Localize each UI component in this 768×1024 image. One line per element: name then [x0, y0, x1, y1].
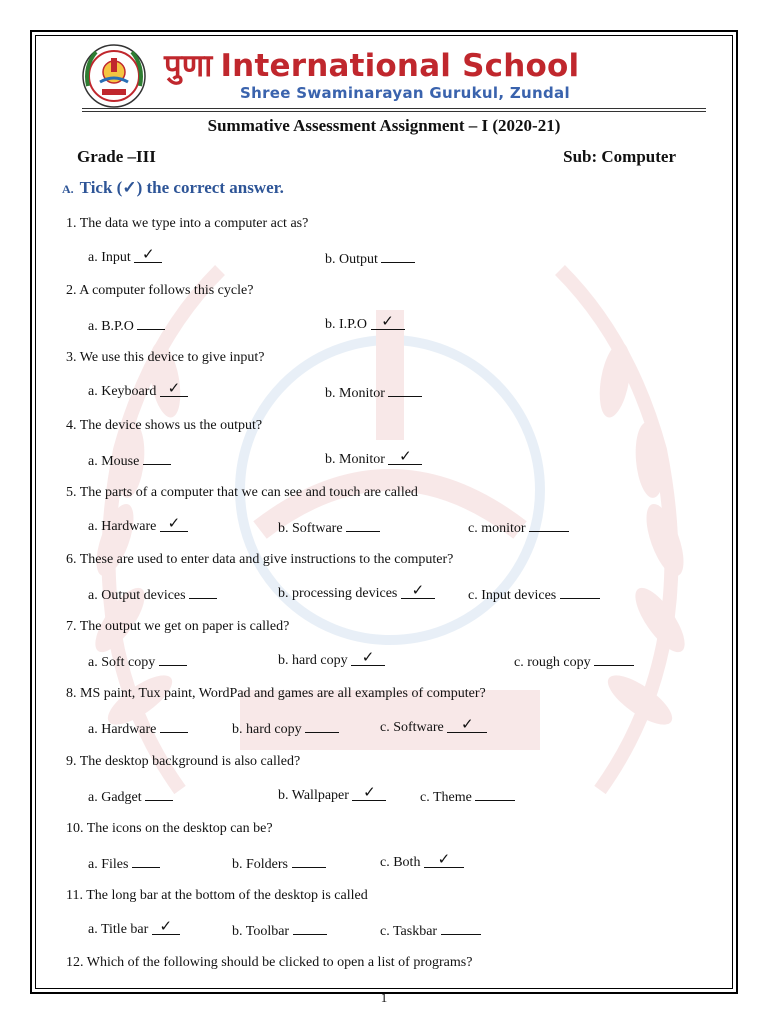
- footer-rule: [35, 988, 733, 989]
- option-label: b. Software: [278, 520, 343, 536]
- option-label: b. Wallpaper: [278, 787, 349, 803]
- option-label: b. Output: [325, 252, 378, 267]
- section-instruction: Tick (✓) the correct answer.: [79, 178, 284, 197]
- answer-option[interactable]: [380, 851, 464, 871]
- grade-label: Grade –III: [77, 147, 156, 166]
- answer-option[interactable]: [514, 653, 634, 671]
- checkmark-icon: ✓: [399, 448, 412, 465]
- checkmark-icon: ✓: [460, 717, 474, 734]
- answer-option[interactable]: [325, 314, 405, 333]
- option-label: a. Files: [88, 856, 129, 872]
- school-logo-icon: [80, 42, 148, 110]
- option-label: b. hard copy: [232, 722, 302, 738]
- option-label: b. Monitor: [325, 386, 385, 402]
- option-label: a. Hardware: [88, 722, 157, 738]
- answer-option[interactable]: [232, 855, 326, 873]
- answer-blank[interactable]: [352, 784, 386, 801]
- question-text: 12. Which of the following should be clicked to open a list of programs?: [66, 955, 473, 971]
- option-label: a. Output devices: [88, 588, 186, 603]
- question-text: 1. The data we type into a computer act as?: [66, 216, 309, 231]
- header-rule-second: [82, 111, 706, 112]
- school-name-text: International School: [220, 48, 580, 84]
- question-text: 5. The parts of a computer that we can see and touch are called: [66, 484, 418, 500]
- question-text: 7. The output we get on paper is called?: [66, 619, 290, 635]
- answer-blank[interactable]: [152, 919, 180, 935]
- answer-option[interactable]: [88, 381, 188, 400]
- answer-blank[interactable]: [134, 247, 162, 263]
- answer-option[interactable]: [88, 515, 188, 535]
- section-heading: [62, 178, 284, 198]
- answer-option[interactable]: [88, 317, 165, 335]
- question-text: 8. MS paint, Tux paint, WordPad and games are all examples of computer?: [66, 686, 486, 702]
- checkmark-icon: ✓: [167, 381, 181, 398]
- checkmark-icon: ✓: [437, 851, 451, 868]
- option-label: c. Software: [380, 720, 444, 736]
- option-label: a. Soft copy: [88, 655, 156, 671]
- answer-option[interactable]: [325, 250, 415, 268]
- question-text: 4. The device shows us the output?: [66, 417, 263, 433]
- checkmark-icon: ✓: [167, 515, 181, 532]
- answer-blank[interactable]: [145, 788, 173, 801]
- question-text: 2. A computer follows this cycle?: [66, 283, 254, 299]
- subject-label: Sub: Computer: [563, 147, 676, 166]
- answer-option[interactable]: [278, 784, 386, 804]
- option-label: c. Taskbar: [380, 924, 438, 939]
- answer-blank[interactable]: [447, 717, 487, 734]
- page-number: 1: [380, 990, 388, 1005]
- answer-blank[interactable]: [132, 855, 160, 868]
- answer-blank[interactable]: [293, 922, 327, 935]
- answer-blank[interactable]: [401, 583, 435, 599]
- option-label: a. Gadget: [88, 789, 142, 805]
- answer-blank[interactable]: [424, 851, 464, 868]
- answer-blank[interactable]: [292, 855, 326, 868]
- answer-blank[interactable]: [160, 720, 188, 733]
- checkmark-icon: ✓: [159, 919, 173, 935]
- checkmark-icon: ✓: [363, 784, 376, 801]
- answer-option[interactable]: [325, 384, 422, 402]
- checkmark-icon: ✓: [411, 583, 425, 599]
- answer-blank[interactable]: [351, 650, 385, 667]
- checkmark-icon: ✓: [141, 247, 155, 263]
- answer-option[interactable]: [232, 922, 327, 940]
- option-label: a. B.P.O: [88, 319, 134, 335]
- answer-blank[interactable]: [137, 317, 165, 330]
- answer-blank[interactable]: [189, 586, 217, 599]
- answer-blank[interactable]: [529, 519, 569, 532]
- checkmark-icon: ✓: [381, 314, 394, 331]
- answer-blank[interactable]: [159, 653, 187, 666]
- assignment-title: Summative Assessment Assignment – I (2020-21): [207, 116, 561, 135]
- answer-option[interactable]: [278, 650, 385, 669]
- header-rule: [82, 108, 706, 109]
- option-label: c. Theme: [420, 789, 472, 805]
- option-label: b. hard copy: [278, 653, 348, 669]
- answer-option[interactable]: [380, 717, 487, 736]
- answer-blank[interactable]: [475, 788, 515, 801]
- answer-blank[interactable]: [305, 720, 339, 733]
- question-text: 3. We use this device to give input?: [66, 350, 265, 366]
- checkmark-icon: ✓: [361, 650, 375, 667]
- answer-blank[interactable]: [594, 653, 634, 666]
- answer-option[interactable]: [88, 247, 162, 266]
- question-text: 6. These are used to enter data and give instructions to the computer?: [66, 552, 454, 567]
- answer-blank[interactable]: [371, 314, 405, 331]
- answer-option[interactable]: [468, 519, 569, 537]
- answer-blank[interactable]: [160, 381, 188, 398]
- answer-blank[interactable]: [346, 519, 380, 532]
- option-label: a. Keyboard: [88, 384, 157, 400]
- option-label: b. Folders: [232, 856, 288, 872]
- answer-option[interactable]: [278, 583, 435, 602]
- answer-blank[interactable]: [388, 384, 422, 397]
- answer-option[interactable]: [278, 519, 380, 537]
- option-label: c. rough copy: [514, 655, 591, 671]
- answer-option[interactable]: [88, 653, 187, 671]
- option-label: b. I.P.O: [325, 317, 368, 333]
- option-label: a. Input: [88, 250, 131, 265]
- answer-option[interactable]: [232, 720, 339, 738]
- answer-blank[interactable]: [441, 922, 481, 935]
- option-label: b. Toolbar: [232, 924, 290, 939]
- question-text: 9. The desktop background is also called?: [66, 753, 301, 769]
- option-label: b. processing devices: [278, 586, 398, 601]
- answer-blank[interactable]: [143, 452, 171, 465]
- answer-blank[interactable]: [381, 250, 415, 263]
- option-label: b. Monitor: [325, 451, 385, 467]
- answer-option[interactable]: [420, 788, 515, 806]
- answer-option[interactable]: [88, 452, 171, 470]
- option-label: c. Both: [380, 854, 421, 870]
- answer-option[interactable]: [88, 586, 217, 604]
- answer-blank[interactable]: [560, 586, 600, 599]
- question-text: 11. The long bar at the bottom of the desktop is called: [66, 888, 368, 903]
- answer-option[interactable]: [88, 720, 188, 738]
- answer-option[interactable]: [380, 922, 481, 940]
- option-label: a. Hardware: [88, 518, 157, 534]
- option-label: c. monitor: [468, 520, 526, 536]
- school-name-script: पुणा: [164, 48, 213, 84]
- answer-option[interactable]: [325, 448, 422, 468]
- answer-option[interactable]: [88, 919, 180, 938]
- section-letter: A.: [62, 182, 74, 196]
- school-name: [164, 44, 579, 86]
- school-header: [80, 40, 720, 112]
- answer-option[interactable]: [468, 586, 600, 604]
- answer-option[interactable]: [88, 855, 160, 873]
- question-text: 10. The icons on the desktop can be?: [66, 820, 273, 836]
- school-subtitle: Shree Swaminarayan Gurukul, Zundal: [240, 84, 570, 102]
- answer-blank[interactable]: [388, 448, 422, 465]
- option-label: a. Title bar: [88, 922, 149, 937]
- answer-option[interactable]: [88, 788, 173, 806]
- option-label: c. Input devices: [468, 588, 557, 603]
- option-label: a. Mouse: [88, 453, 140, 469]
- answer-blank[interactable]: [160, 515, 188, 532]
